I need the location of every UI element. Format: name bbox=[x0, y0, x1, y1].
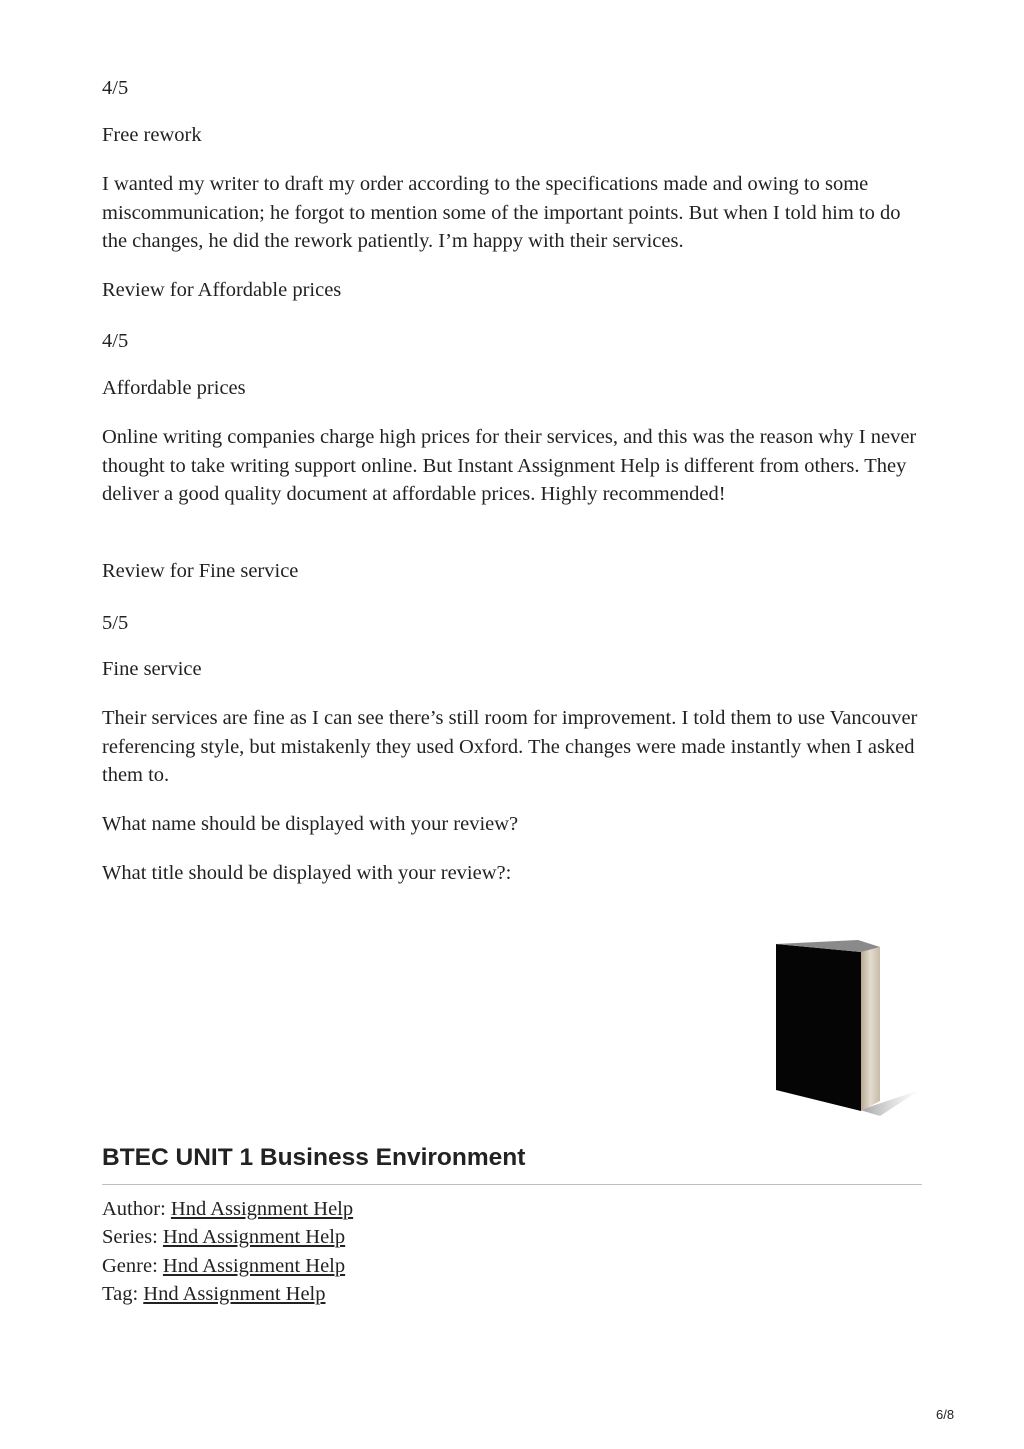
book-tag-line bbox=[102, 1280, 325, 1309]
name-question: What name should be displayed with your review? bbox=[102, 813, 519, 835]
review-2-title: Affordable prices bbox=[102, 377, 246, 399]
tag-label: Tag: bbox=[102, 1283, 139, 1305]
review-3-text: Their services are fine as I can see there’s still room for improvement. I told them to use Vancouver referencing style, but mistakenly they used Oxford. The changes were made instantly when I asked them to. bbox=[102, 707, 918, 786]
book-cover-image bbox=[760, 930, 930, 1120]
title-question: What title should be displayed with your review?: bbox=[102, 862, 512, 884]
review-3-rating: 5/5 bbox=[102, 612, 129, 634]
review-3-heading: Review for Fine service bbox=[102, 560, 299, 582]
title-divider bbox=[102, 1184, 922, 1185]
review-3-title: Fine service bbox=[102, 658, 202, 680]
book-series-line bbox=[102, 1223, 345, 1252]
book-title: BTEC UNIT 1 Business Environment bbox=[102, 1144, 526, 1171]
book-author-line bbox=[102, 1195, 353, 1224]
review-1-text: I wanted my writer to draft my order according to the specifications made and owing to some miscommunication; he forgot to mention some of the important points. But when I told him to do the changes, he did the rework patiently. I’m happy with their services. bbox=[102, 173, 901, 252]
author-link[interactable]: Hnd Assignment Help bbox=[170, 1198, 354, 1220]
series-link[interactable]: Hnd Assignment Help bbox=[162, 1226, 346, 1248]
review-1-title: Free rework bbox=[102, 124, 202, 146]
series-label: Series: bbox=[102, 1226, 158, 1248]
review-2-rating: 4/5 bbox=[102, 330, 129, 352]
genre-label: Genre: bbox=[102, 1255, 158, 1277]
book-genre-line bbox=[102, 1252, 345, 1281]
genre-link[interactable]: Hnd Assignment Help bbox=[162, 1255, 346, 1277]
page-number: 6/8 bbox=[936, 1407, 955, 1422]
review-2-text: Online writing companies charge high prices for their services, and this was the reason why I never thought to take writing support online. But Instant Assignment Help is different from others. They deliver a good quality document at affordable prices. Highly recommended! bbox=[102, 426, 917, 505]
tag-link[interactable]: Hnd Assignment Help bbox=[143, 1283, 326, 1305]
review-1-rating: 4/5 bbox=[102, 77, 129, 99]
author-label: Author: bbox=[102, 1198, 166, 1220]
review-2-heading: Review for Affordable prices bbox=[102, 279, 342, 301]
